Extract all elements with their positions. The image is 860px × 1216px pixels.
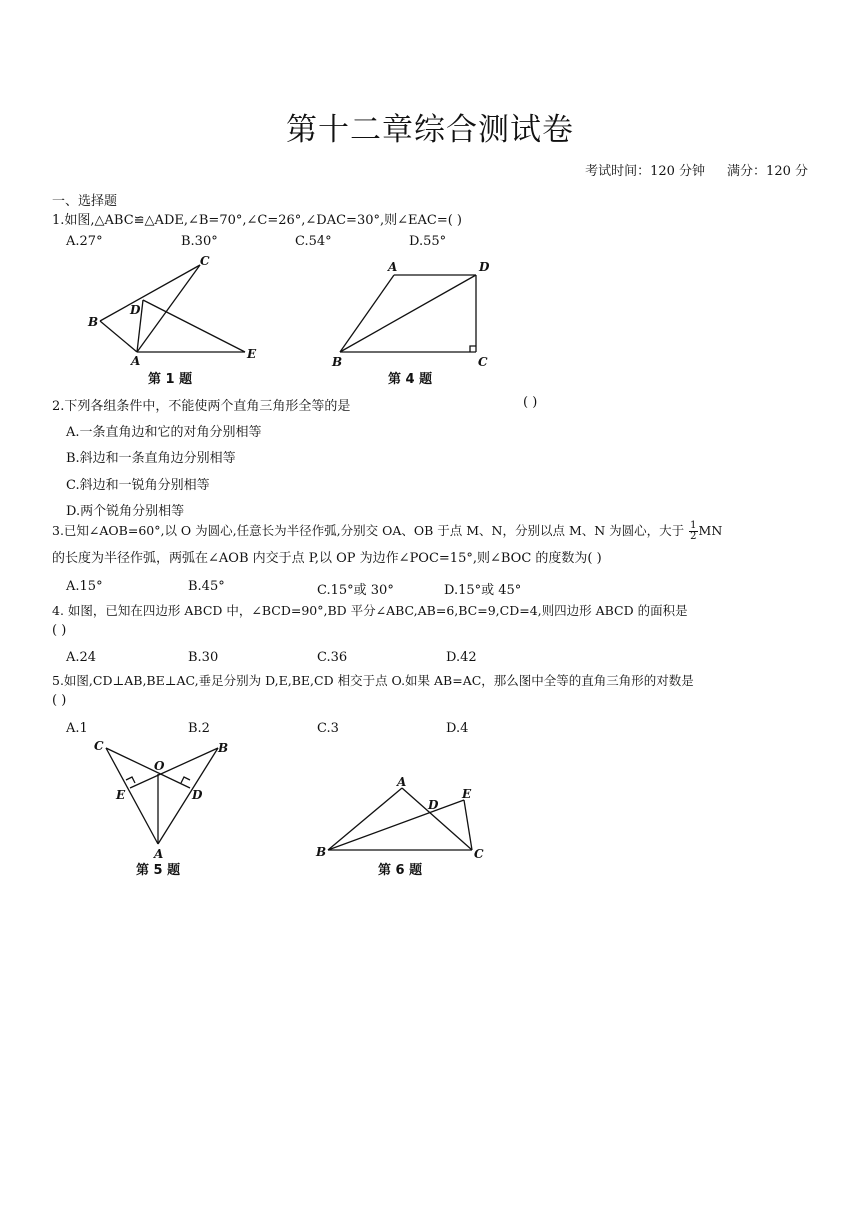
- fig5-segment-ca: [106, 748, 158, 844]
- question-3-stem-a: 3.已知∠AOB=60°,以 O 为圆心,任意长为半径作弧,分别交 OA、OB 于点 M、N，分别以点 M、N 为圆心，大于: [52, 523, 685, 538]
- fig6-segment-ec: [464, 800, 472, 850]
- fig6-caption: 第 6 题: [378, 863, 423, 878]
- question-3-option-c: C.15°或 30°: [317, 583, 394, 598]
- fig6-segment-ba: [328, 788, 402, 850]
- fig1-label-c: C: [200, 254, 210, 268]
- question-5-option-c: C.3: [317, 721, 339, 736]
- question-5-option-a: A.1: [66, 721, 88, 736]
- question-4-option-b: B.30: [188, 650, 219, 665]
- figure-6: [312, 770, 502, 886]
- question-3-option-b: B.45°: [188, 579, 225, 594]
- fig1-label-d: D: [130, 303, 141, 317]
- fig1-segment-ba: [100, 321, 137, 352]
- question-3-option-d: D.15°或 45°: [444, 583, 522, 598]
- question-5-option-d: D.4: [446, 721, 469, 736]
- fig5-label-c: C: [94, 739, 104, 753]
- fig4-right-angle-mark: [470, 346, 476, 352]
- question-1-option-d: D.55°: [409, 234, 447, 249]
- question-1-option-c: C.54°: [295, 234, 332, 249]
- fig1-segment-de: [143, 300, 245, 352]
- fig6-label-c: C: [474, 847, 484, 861]
- question-3-fraction-numerator: 1: [690, 520, 697, 531]
- exam-meta: [585, 160, 808, 179]
- question-2-stem: 2.下列各组条件中，不能使两个直角三角形全等的是: [52, 399, 351, 414]
- question-4-stem-b: ( ): [52, 623, 67, 638]
- question-3-fraction: [689, 521, 697, 542]
- question-4-option-d: D.42: [446, 650, 477, 665]
- fig1-segment-ac: [137, 265, 200, 352]
- fig5-segment-ce: [106, 748, 190, 788]
- fig5-caption: 第 5 题: [136, 863, 181, 878]
- question-3-stem-c: 的长度为半径作弧，两弧在∠AOB 内交于点 P,以 OP 为边作∠POC=15°,则∠BOC 的度数为( ): [52, 551, 602, 566]
- fig5-label-o: O: [154, 759, 165, 773]
- section-heading: 一、选择题: [52, 194, 118, 209]
- fig4-segment-ab: [340, 275, 394, 352]
- question-2-option-b: B.斜边和一条直角边分别相等: [66, 451, 236, 466]
- question-1-option-b: B.30°: [181, 234, 218, 249]
- fig4-segment-bd: [340, 275, 476, 352]
- exam-time: 考试时间：120 分钟: [585, 164, 706, 179]
- fig4-label-a: A: [388, 260, 398, 274]
- question-2-option-d: D.两个锐角分别相等: [66, 504, 185, 519]
- fig4-label-b: B: [332, 355, 343, 369]
- question-3-stem-line-1: [52, 521, 722, 542]
- fig5-label-b: B: [218, 741, 229, 755]
- figure-1: [80, 252, 270, 390]
- fig5-label-e: E: [116, 788, 126, 802]
- question-5-option-b: B.2: [188, 721, 210, 736]
- question-3-stem-b: MN: [698, 523, 723, 538]
- figure-4: [328, 256, 508, 390]
- fig1-caption: 第 1 题: [148, 372, 193, 387]
- question-4-stem-a: 4. 如图，已知在四边形 ABCD 中，∠BCD=90°,BD 平分∠ABC,AB=6,BC=9,CD=4,则四边形 ABCD 的面积是: [52, 603, 688, 618]
- question-3-option-a: A.15°: [66, 579, 103, 594]
- fig5-label-d: D: [192, 788, 203, 802]
- fig1-segment-bc: [100, 265, 200, 321]
- fig5-label-a: A: [154, 847, 164, 861]
- fig4-label-c: C: [478, 355, 488, 369]
- fig1-label-b: B: [88, 315, 99, 329]
- fig6-label-b: B: [316, 845, 327, 859]
- question-4-option-a: A.24: [66, 650, 97, 665]
- fig1-label-a: A: [131, 354, 141, 368]
- fig6-label-d: D: [428, 798, 439, 812]
- figure-5: [84, 736, 244, 886]
- question-1-stem: 1.如图,△ABC≌△ADE,∠B=70°,∠C=26°,∠DAC=30°,则∠EAC=( ): [52, 213, 463, 228]
- question-3-fraction-denominator: 2: [690, 531, 697, 542]
- question-4-option-c: C.36: [317, 650, 348, 665]
- fig5-right-angle-mark-d: [181, 777, 190, 783]
- question-2-option-a: A.一条直角边和它的对角分别相等: [66, 425, 262, 440]
- page-title: 第十二章综合测试卷: [286, 112, 574, 148]
- fig6-label-a: A: [397, 775, 407, 789]
- fig4-caption: 第 4 题: [388, 372, 433, 387]
- fig6-label-e: E: [462, 787, 472, 801]
- fig5-segment-ba: [158, 748, 218, 844]
- question-5-stem-b: ( ): [52, 693, 67, 708]
- question-1-option-a: A.27°: [66, 234, 103, 249]
- exam-score: 满分：120 分: [727, 164, 808, 179]
- fig5-right-angle-mark-e: [126, 777, 135, 783]
- question-5-stem-a: 5.如图,CD⊥AB,BE⊥AC,垂足分别为 D,E,BE,CD 相交于点 O.如果 AB=AC，那么图中全等的直角三角形的对数是: [52, 673, 694, 688]
- fig4-label-d: D: [479, 260, 490, 274]
- question-2-option-c: C.斜边和一锐角分别相等: [66, 478, 210, 493]
- fig1-label-e: E: [247, 347, 257, 361]
- question-2-answer-paren: ( ): [523, 395, 538, 410]
